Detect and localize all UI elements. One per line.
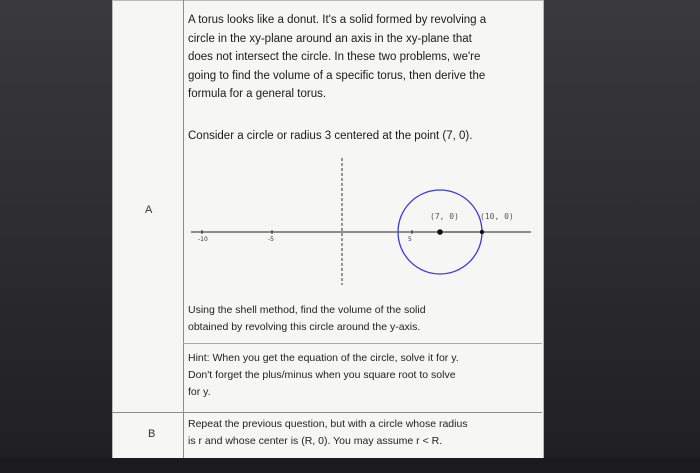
hint-line: Don't forget the plus/minus when you square root to solve: [188, 369, 456, 381]
point-label: (7, 0): [430, 212, 459, 221]
task-b-line: is r and whose center is (R, 0). You may assume r < R.: [188, 435, 443, 447]
row-label-a: A: [145, 204, 153, 216]
intro-paragraph: [188, 11, 540, 104]
task-b-line: Repeat the previous question, but with a circle whose radius: [188, 418, 468, 430]
intro-line: going to find the volume of a specific torus, then derive the: [188, 69, 486, 82]
task-a-line: Using the shell method, find the volume of the solid: [188, 304, 426, 316]
circle-point: [437, 229, 443, 235]
intro-line: circle in the xy-plane around an axis in the xy-plane that: [188, 32, 472, 45]
intro-line: A torus looks like a donut. It's a solid formed by revolving a: [188, 14, 487, 26]
given-statement: Consider a circle or radius 3 centered at the point (7, 0).: [188, 130, 473, 142]
row-divider: [112, 412, 542, 413]
row-label-b: B: [148, 428, 156, 440]
task-a-line: obtained by revolving this circle around the y-axis.: [188, 321, 421, 333]
task-b-text: [188, 416, 538, 450]
x-tick-label: -10: [198, 236, 208, 243]
hint-line: Hint: When you get the equation of the circle, solve it for y.: [188, 352, 459, 364]
bottom-bar: [0, 458, 700, 473]
column-divider: [183, 0, 184, 458]
intro-line: does not intersect the circle. In these two problems, we're: [188, 51, 481, 63]
hint-divider: [183, 343, 542, 344]
hint-text: [188, 350, 538, 401]
task-a-text: [188, 302, 538, 336]
intro-line: formula for a general torus.: [188, 88, 327, 100]
x-tick-label: 5: [408, 236, 412, 243]
circle-point: [480, 230, 484, 234]
x-tick-label: -5: [268, 236, 274, 243]
torus-diagram: [186, 150, 531, 290]
hint-line: for y.: [188, 386, 211, 398]
point-labels: [430, 212, 514, 221]
point-label: (10, 0): [480, 212, 514, 221]
